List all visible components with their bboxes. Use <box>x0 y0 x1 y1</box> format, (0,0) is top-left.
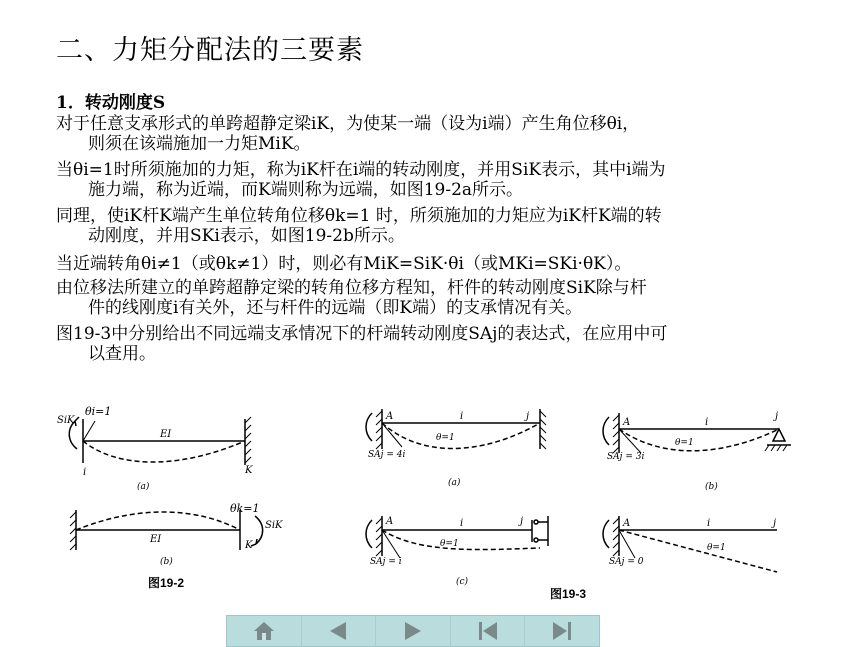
figure-19-2a <box>55 405 265 500</box>
home-icon <box>252 620 276 642</box>
svg-text:SAj = 0: SAj = 0 <box>609 557 644 567</box>
svg-text:K: K <box>245 540 253 551</box>
svg-text:A: A <box>386 411 394 422</box>
svg-text:θi=1: θi=1 <box>85 405 112 418</box>
svg-text:j: j <box>775 411 779 422</box>
figure-19-3c <box>360 510 560 590</box>
svg-text:i: i <box>83 467 87 478</box>
svg-text:(a): (a) <box>448 478 461 488</box>
svg-text:θ=1: θ=1 <box>707 543 726 553</box>
first-button[interactable] <box>451 616 526 646</box>
paragraph-4: 当近端转角θi≠1（或θk≠1）时，则必有MiK=SiK·θi（或MKi=SKi·θK）。 <box>56 254 632 274</box>
svg-text:i: i <box>705 417 709 428</box>
svg-text:(b): (b) <box>705 482 718 492</box>
svg-text:SAj = 4i: SAj = 4i <box>368 450 406 460</box>
svg-text:θ=1: θ=1 <box>440 539 459 549</box>
svg-text:EI: EI <box>150 534 162 545</box>
svg-text:i: i <box>460 411 464 422</box>
slide-navigation-bar <box>226 615 600 647</box>
svg-text:A: A <box>623 518 631 529</box>
previous-button[interactable] <box>302 616 377 646</box>
next-button[interactable] <box>376 616 451 646</box>
svg-text:θ=1: θ=1 <box>436 433 455 443</box>
paragraph-6: 图19-3中分别给出不同远端支承情况下的杆端转动刚度SAj的表达式，在应用中可 以查用。 <box>56 324 668 364</box>
figure-19-2-caption: 图19-2 <box>148 576 185 590</box>
paragraph-3: 同理，使iK杆K端产生单位转角位移θk=1 时，所须施加的力矩应为iK杆K端的转 动刚度，并用SKi表示，如图19-2b所示。 <box>56 206 662 246</box>
last-icon <box>550 620 574 642</box>
svg-text:j: j <box>773 518 777 529</box>
figure-19-3b <box>595 405 805 495</box>
figure-19-3d <box>595 510 795 585</box>
svg-text:j: j <box>526 411 530 422</box>
first-icon <box>476 620 500 642</box>
svg-text:θ=1: θ=1 <box>675 438 694 448</box>
last-button[interactable] <box>525 616 599 646</box>
svg-text:SAj = 3i: SAj = 3i <box>607 452 645 462</box>
svg-text:A: A <box>386 516 394 527</box>
svg-text:(a): (a) <box>137 482 150 492</box>
svg-text:j: j <box>520 516 524 527</box>
svg-text:K: K <box>245 465 253 476</box>
svg-text:(c): (c) <box>456 577 469 587</box>
svg-text:SiK: SiK <box>57 415 75 426</box>
section-heading: 1．转动刚度S <box>56 93 166 113</box>
svg-text:A: A <box>623 417 631 428</box>
paragraph-2: 当θi=1时所须施加的力矩，称为iK杆在i端的转动刚度，并用SiK表示，其中i端为 施力端，称为近端，而K端则称为远端，如图19-2a所示。 <box>56 160 666 200</box>
svg-text:SiK: SiK <box>265 520 283 531</box>
svg-text:EI: EI <box>160 429 172 440</box>
svg-text:i: i <box>460 518 464 529</box>
svg-text:i: i <box>707 518 711 529</box>
paragraph-5: 由位移法所建立的单跨超静定梁的转角位移方程知，杆件的转动刚度SiK除与杆 件的线刚度i有关外，还与杆件的远端（即K端）的支承情况有关。 <box>56 278 647 318</box>
svg-text:SAj = i: SAj = i <box>370 557 402 567</box>
prev-icon <box>326 620 350 642</box>
next-icon <box>401 620 425 642</box>
paragraph-1: 对于任意支承形式的单跨超静定梁iK，为使某一端（设为i端）产生角位移θi， 则须在该端施加一力矩MiK。 <box>56 114 640 154</box>
figure-19-2b <box>60 500 295 575</box>
svg-text:(b): (b) <box>160 557 173 567</box>
figure-19-3a <box>360 405 560 490</box>
home-button[interactable] <box>227 616 302 646</box>
slide-title: 二、力矩分配法的三要素 <box>56 35 364 66</box>
svg-text:θk=1: θk=1 <box>230 502 260 515</box>
figure-19-3-caption: 图19-3 <box>550 587 587 601</box>
